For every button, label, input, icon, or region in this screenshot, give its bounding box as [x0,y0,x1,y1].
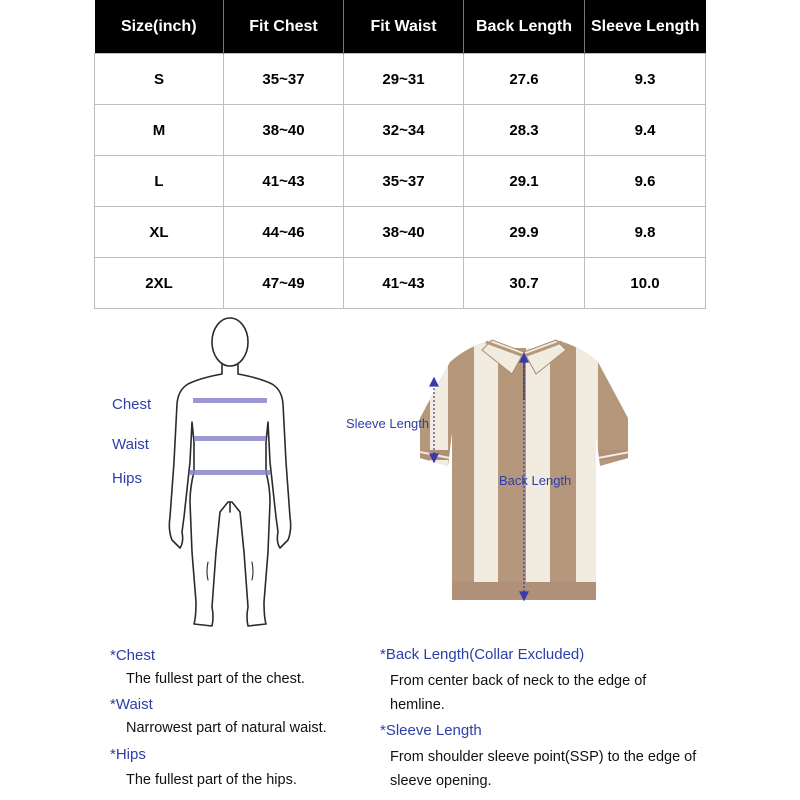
definition-sleeve-length-title: *Sleeve Length [380,722,482,739]
table-row [95,105,706,156]
definition-waist-title: *Waist [110,696,153,713]
table-cell: 9.3 [585,54,706,105]
table-row [95,258,706,309]
table-row [95,54,706,105]
table-cell: 35~37 [224,54,344,105]
table-cell: 28.3 [464,105,585,156]
definition-waist-text: Narrowest part of natural waist. [126,720,327,736]
table-cell: 29.9 [464,207,585,258]
table-cell: 30.7 [464,258,585,309]
table-cell: 44~46 [224,207,344,258]
definition-back-length-text: From center back of neck to the edge of hemline. [390,673,647,713]
table-cell: 47~49 [224,258,344,309]
header-fit-waist: Fit Waist [344,0,464,54]
table-cell: S [95,54,224,105]
table-cell: 35~37 [344,156,464,207]
table-cell: 9.8 [585,207,706,258]
table-cell: 29~31 [344,54,464,105]
table-cell: 9.6 [585,156,706,207]
definition-chest-text: The fullest part of the chest. [126,671,305,687]
table-header-row [95,0,706,54]
table-cell: 10.0 [585,258,706,309]
table-cell: M [95,105,224,156]
table-cell: 38~40 [344,207,464,258]
definition-chest-title: *Chest [110,647,156,664]
table-cell: XL [95,207,224,258]
label-back-length: Back Length [499,473,572,488]
definition-hips-text: The fullest part of the hips. [126,772,297,788]
label-waist: Waist [112,436,149,453]
definition-hips-title: *Hips [110,746,146,763]
header-size: Size(inch) [95,0,224,54]
body-silhouette [160,312,300,642]
waist-band [194,436,266,441]
table-cell: 41~43 [344,258,464,309]
table-cell: 2XL [95,258,224,309]
label-sleeve-length: Sleeve Length [346,416,430,431]
label-chest: Chest [112,396,152,413]
table-row [95,207,706,258]
label-hips: Hips [112,470,143,487]
header-fit-chest: Fit Chest [224,0,344,54]
table-cell: 27.6 [464,54,585,105]
table-cell: 9.4 [585,105,706,156]
table-cell: 32~34 [344,105,464,156]
table-cell: 29.1 [464,156,585,207]
table-row [95,156,706,207]
header-sleeve-length: Sleeve Length [585,0,706,54]
hips-band [190,470,270,475]
definition-sleeve-length-text: From shoulder sleeve point(SSP) to the edge of sleeve opening. [390,749,697,789]
size-chart-table [94,0,706,309]
table-cell: 41~43 [224,156,344,207]
table-cell: 38~40 [224,105,344,156]
table-cell: L [95,156,224,207]
definition-back-length-title: *Back Length(Collar Excluded) [380,646,585,663]
header-back-length: Back Length [464,0,585,54]
chest-band [193,398,267,403]
